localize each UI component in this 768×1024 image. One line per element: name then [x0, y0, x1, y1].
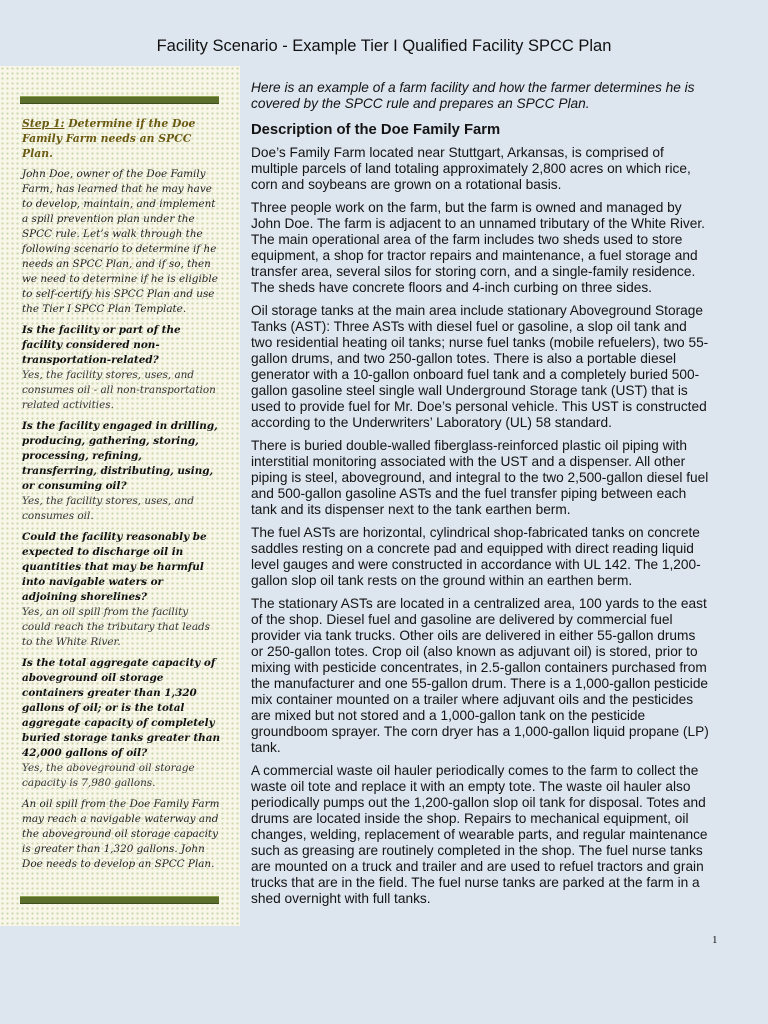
- answer-4: Yes, the aboveground oil storage capacity is 7,980 gallons.: [22, 762, 195, 789]
- sidebar-top-divider: [20, 96, 219, 104]
- question-3: Could the facility reasonably be expected to discharge oil in quantities that may be harmful into navigable waters or adjoining shorelines?: [22, 531, 207, 603]
- paragraph-2: Three people work on the farm, but the farm is owned and managed by John Doe. The farm is adjacent to an unnamed tributary of the White River. The main operational area of the farm includes two sheds used to store equipment, a shop for tractor repairs and maintenance, a fuel storage and transfer area, several silos for storing corn, and a single-family residence. The sheds have concrete floors and 4-inch curbing on three sides.: [251, 200, 705, 295]
- sidebar-panel: [0, 66, 240, 926]
- paragraph-1: Doe’s Family Farm located near Stuttgart, Arkansas, is comprised of multiple parcels of land totaling approximately 2,800 acres on which rice, corn and soybeans are grown on a rotational basis.: [251, 145, 691, 192]
- paragraph-3: Oil storage tanks at the main area include stationary Aboveground Storage Tanks (AST): Three ASTs with diesel fuel or gasoline, a slop oil tank and two residential heating oil tanks; nurse fuel tanks (mobile refuelers), two 55-gallon drums, and two 250-gallon totes. There is also a portable diesel generator with a 10-gallon onboard fuel tank and a completely buried 500-gallon gasoline steel single wall Underground Storage tank (UST) that is used to provide fuel for Mr. Doe’s personal vehicle. This UST is constructed according to the Underwriters’ Laboratory (UL) 58 standard.: [251, 303, 709, 430]
- paragraph-4: There is buried double-walled fiberglass-reinforced plastic oil piping with interstitial monitoring associated with the UST and a dispenser. All other piping is steel, aboveground, and integral to the two 2,500-gallon diesel fuel and 500-gallon gasoline ASTs and the fuel transfer piping between each tank and its dispenser next to the tank earthen berm.: [251, 438, 709, 517]
- answer-2: Yes, the facility stores, uses, and consumes oil.: [22, 495, 195, 522]
- step-title: [22, 116, 220, 161]
- sidebar-conclusion: An oil spill from the Doe Family Farm may reach a navigable waterway and the aboveground oil storage capacity is greater than 1,320 gallons. John Doe needs to develop an SPCC Plan.: [22, 798, 220, 870]
- intro-text: Here is an example of a farm facility and how the farmer determines he is covered by the SPCC rule and prepares an SPCC Plan.: [251, 80, 695, 111]
- main-content: [251, 80, 711, 914]
- step-text: Determine if the Doe Family Farm needs an SPCC Plan.: [22, 117, 196, 160]
- paragraph-6: The stationary ASTs are located in a centralized area, 100 yards to the east of the shop. Diesel fuel and gasoline are delivered by commercial fuel provider via tank trucks. Other oils are delivered in either 55-gallon drums or 250-gallon totes. Crop oil (also known as adjuvant oil) is stored, prior to mixing with pesticide concentrates, in 2.5-gallon containers purchased from the manufacturer and one 55-gallon drum. There is a 1,000-gallon pesticide mix container mounted on a trailer where adjuvant oils and the pesticides are mixed but not stored and a 1,000-gallon tank on the pesticide groundboom sprayer. The corn dryer has a 1,000-gallon liquid propane (LP) tank.: [251, 596, 709, 755]
- page-title: Facility Scenario - Example Tier I Qualified Facility SPCC Plan: [156, 37, 612, 55]
- paragraph-5: The fuel ASTs are horizontal, cylindrical shop-fabricated tanks on concrete saddles resting on a concrete pad and equipped with direct reading liquid level gauges and were constructed in accordance with UL 142. The 1,200-gallon slop oil tank rests on the ground within an earthen berm.: [251, 525, 701, 588]
- question-4: Is the total aggregate capacity of aboveground oil storage containers greater than 1,320 gallons of oil; or is the total aggregate capacity of completely buried storage tanks greater than 42,000 gallons of oil?: [22, 657, 220, 759]
- question-1: Is the facility or part of the facility considered non-transportation-related?: [22, 324, 181, 366]
- answer-1: Yes, the facility stores, uses, and consumes oil - all non-transportation related activities.: [22, 369, 216, 411]
- sidebar-bottom-divider: [20, 896, 219, 904]
- question-2: Is the facility engaged in drilling, producing, gathering, storing, processing, refining, transferring, distributing, using, or consuming oil?: [22, 420, 218, 492]
- sidebar-content: [22, 116, 220, 878]
- sidebar-intro: John Doe, owner of the Doe Family Farm, has learned that he may have to develop, maintain, and implement a spill prevention plan under the SPCC rule. Let’s walk through the following scenario to determine if he needs an SPCC Plan, and if so, then we need to determine if he is eligible to self-certify his SPCC Plan and use the Tier I SPCC Plan Template.: [22, 168, 218, 315]
- paragraph-7: A commercial waste oil hauler periodically comes to the farm to collect the waste oil tote and replace it with an empty tote. The waste oil hauler also periodically pumps out the 1,200-gallon slop oil tank for disposal. Totes and drums are located inside the shop. Repairs to mechanical equipment, oil changes, welding, replacement of wearable parts, and regular maintenance such as greasing are routinely completed in the shop. The fuel nurse tanks are mounted on a truck and trailer and are used to refuel tractors and grain trucks that are in the field. The fuel nurse tanks are parked at the farm in a shed overnight with full tanks.: [251, 763, 708, 906]
- step-label: Step 1:: [22, 117, 65, 130]
- page-number: 1: [712, 934, 718, 946]
- section-heading: Description of the Doe Family Farm: [251, 122, 501, 138]
- answer-3: Yes, an oil spill from the facility could reach the tributary that leads to the White River.: [22, 606, 211, 648]
